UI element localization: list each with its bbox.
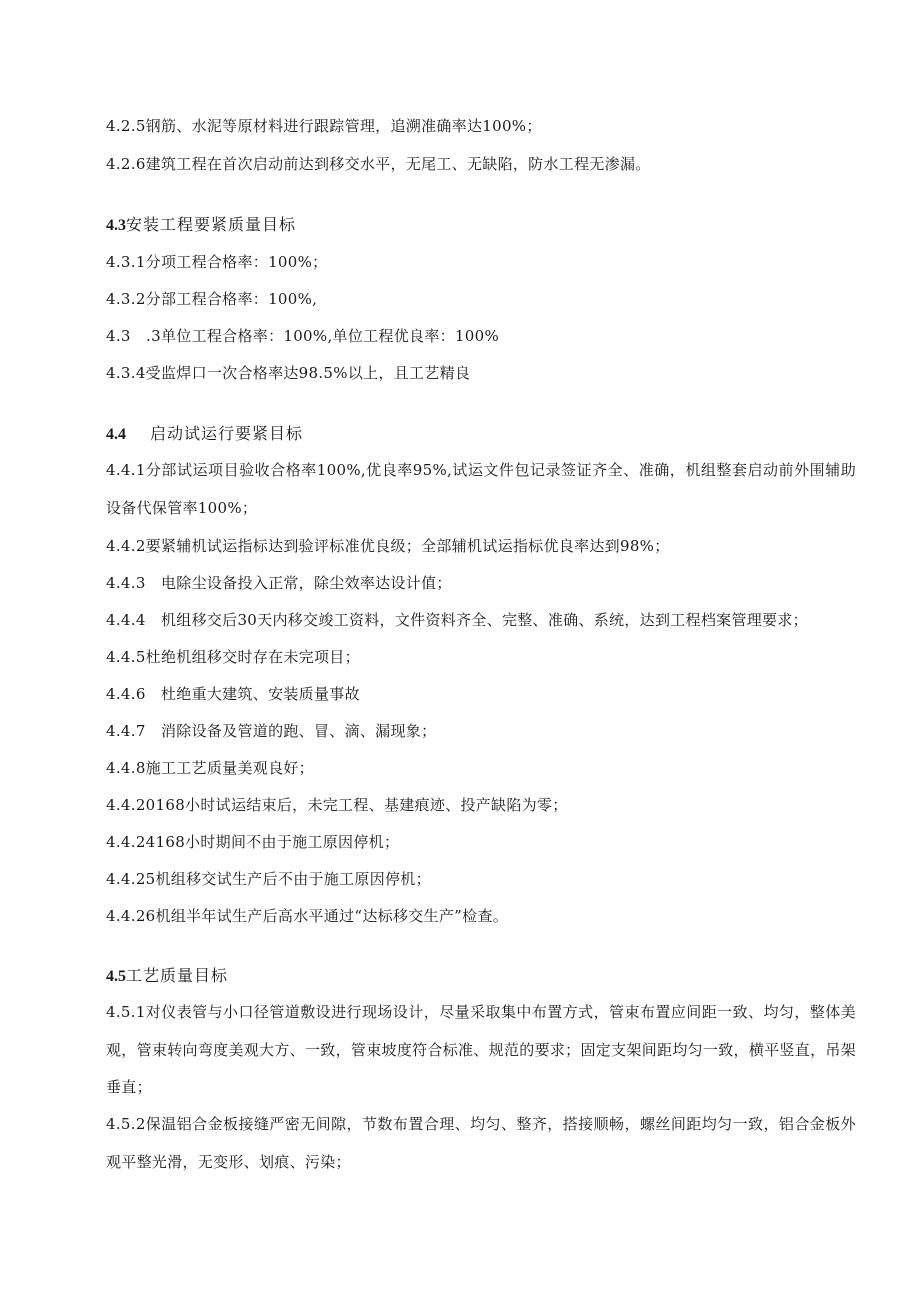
item-4-4-3: 4.4.3 电除尘设备投入正常，除尘效率达设计值；: [106, 574, 452, 592]
section-number: 4.4: [106, 426, 126, 443]
item-4-4-5: 4.4.5杜绝机组移交时存在未完项目；: [106, 648, 360, 666]
section-title: 安装工程要紧质量目标: [126, 215, 297, 234]
section-title: 启动试运行要紧目标: [150, 424, 304, 443]
item-4-4-7: 4.4.7 消除设备及管道的跑、冒、滴、漏现象；: [106, 722, 437, 740]
section-number: 4.3: [106, 217, 126, 234]
item-4-4-26: 4.4.26机组半年试生产后高水平通过“达标移交生产”检查。: [106, 907, 509, 925]
item-4-5-1: 4.5.1对仪表管与小口径管道敷设进行现场设计，尽量采取集中布置方式，管束布置应间距一致、均匀，整体美观，管束转向弯度美观大方、一致，管束坡度符合标准、规范的要求；固定支架间距均匀一致，横平竖直，吊架垂直；: [106, 1003, 856, 1096]
item-4-5-2: 4.5.2保温铝合金板接缝严密无间隙，节数布置合理、均匀、整齐，搭接顺畅，螺丝间距均匀一致，铝合金板外观平整光滑，无变形、划痕、污染；: [106, 1115, 856, 1171]
section-number: 4.5: [106, 968, 126, 985]
item-4-4-25: 4.4.25机组移交试生产后不由于施工原因停机；: [106, 870, 431, 888]
item-4-4-6: 4.4.6 杜绝重大建筑、安装质量事故: [106, 685, 360, 703]
item-4-3-4: 4.3.4受监焊口一次合格率达98.5%以上，且工艺精良: [106, 364, 471, 382]
item-4-4-20: 4.4.20168小时试运结束后，未完工程、基建痕迹、投产缺陷为零；: [106, 796, 568, 814]
item-4-4-1: 4.4.1分部试运项目验收合格率100%,优良率95%,试运文件包记录签证齐全、准确，机组整套启动前外围辅助设备代保管率100%；: [106, 461, 856, 517]
section-heading-4-3: [106, 215, 296, 236]
item-4-4-8: 4.4.8施工工艺质量美观良好；: [106, 759, 314, 777]
item-4-4-4: 4.4.4 机组移交后30天内移交竣工资料，文件资料齐全、完整、准确、系统，达到工程档案管理要求；: [106, 611, 808, 629]
section-heading-4-5: [106, 966, 228, 987]
section-heading-4-4: [106, 424, 303, 445]
section-title: 工艺质量目标: [126, 966, 229, 985]
item-4-2-5: 4.2.5钢筋、水泥等原材料进行跟踪管理，追溯准确率达100%；: [106, 117, 542, 135]
item-4-2-6: 4.2.6建筑工程在首次启动前达到移交水平，无尾工、无缺陷，防水工程无渗漏。: [106, 155, 651, 173]
item-4-4-2: 4.4.2要紧辅机试运指标达到验评标准优良级；全部辅机试运指标优良率达到98%；: [106, 537, 670, 555]
item-4-3-1: 4.3.1分项工程合格率：100%；: [106, 253, 328, 271]
item-4-3-3: 4.3 .3单位工程合格率：100%,单位工程优良率：100%: [106, 327, 500, 345]
item-4-4-24: 4.4.24168小时期间不由于施工原因停机；: [106, 833, 400, 851]
item-4-3-2: 4.3.2分部工程合格率：100%,: [106, 290, 318, 308]
